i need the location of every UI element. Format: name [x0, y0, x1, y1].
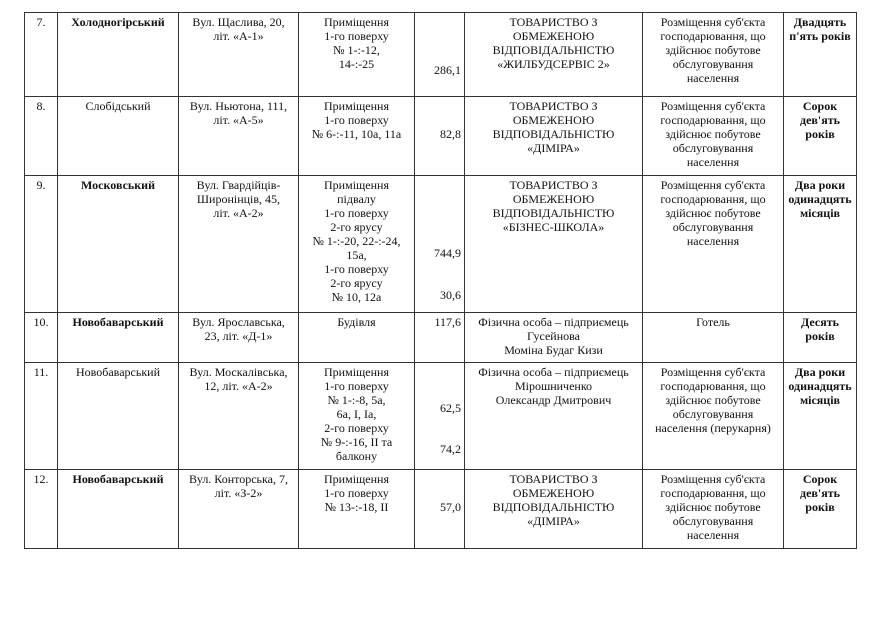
- row-number: 7.: [36, 15, 46, 29]
- table-row: [25, 176, 857, 313]
- tenant-line: «ДІМІРА»: [527, 514, 580, 528]
- district-name: Холодногірський: [71, 15, 165, 29]
- premises-line: 1-го поверху: [324, 379, 389, 393]
- address-line: Широнінців, 45,: [196, 192, 281, 206]
- premises-line: балкону: [335, 449, 378, 463]
- area-values: [418, 99, 461, 172]
- tenant-line: Гусейнова: [527, 329, 580, 343]
- purpose-line: господарювання, що: [660, 379, 766, 393]
- premises-line: 2-го ярусу: [330, 276, 383, 290]
- tenant-line: ОБМЕЖЕНОЮ: [512, 486, 595, 500]
- district-cell: [58, 313, 179, 363]
- address-line: літ. «З-2»: [214, 486, 263, 500]
- premises-line: № 10, 12а: [331, 290, 382, 304]
- tenant-line: Фізична особа – підприємець: [478, 315, 629, 329]
- premises-line: № 1-:-12,: [333, 43, 380, 57]
- district-cell: [58, 470, 179, 549]
- district-name: Московський: [81, 178, 155, 192]
- tenant-line: ТОВАРИСТВО З: [509, 472, 598, 486]
- row-number: 10.: [33, 315, 49, 329]
- purpose-line: обслуговування: [672, 57, 754, 71]
- premises-cell: [299, 363, 415, 470]
- purpose-line: господарювання, що: [660, 29, 766, 43]
- premises-line: № 13-:-18, ІІ: [324, 500, 389, 514]
- term-cell: [784, 313, 857, 363]
- address-line: літ. «А-2»: [213, 206, 264, 220]
- premises-line: № 6-:-11, 10а, 11а: [311, 127, 402, 141]
- premises-line: Приміщення: [324, 365, 389, 379]
- purpose-line: населення: [686, 528, 740, 542]
- area-values: [418, 15, 461, 93]
- premises-line: 1-го поверху: [324, 206, 389, 220]
- tenant-line: Моміна Будаг Кизи: [504, 343, 603, 357]
- area-cell: [415, 363, 465, 470]
- purpose-line: Розміщення суб'єкта: [660, 365, 766, 379]
- premises-cell: [299, 97, 415, 176]
- table-row: [25, 363, 857, 470]
- premises-line: № 1-:-8, 5а,: [327, 393, 386, 407]
- tenant-line: «БІЗНЕС-ШКОЛА»: [502, 220, 605, 234]
- premises-line: Приміщення: [324, 15, 389, 29]
- term-line: Десять років: [801, 315, 839, 343]
- term-line: п'ять років: [789, 29, 851, 43]
- tenant-line: ВІДПОВІДАЛЬНІСТЮ: [492, 43, 615, 57]
- area-cell: [415, 313, 465, 363]
- purpose-line: обслуговування: [672, 514, 754, 528]
- address-line: Вул. Щаслива, 20,: [192, 15, 285, 29]
- area-value: 117,6: [434, 315, 461, 329]
- premises-line: 1-го поверху: [324, 486, 389, 500]
- row-number-cell: [25, 13, 58, 97]
- tenant-line: ТОВАРИСТВО З: [509, 99, 598, 113]
- premises-line: 6а, І, Іа,: [336, 407, 377, 421]
- row-number: 11.: [33, 365, 49, 379]
- term-line: дев'ять років: [800, 113, 840, 141]
- purpose-line: населення: [686, 234, 740, 248]
- district-cell: [58, 363, 179, 470]
- tenant-cell: [465, 363, 643, 470]
- area-cell: [415, 176, 465, 313]
- purpose-line: здійснює побутове: [665, 206, 761, 220]
- tenant-line: ТОВАРИСТВО З: [509, 178, 598, 192]
- purpose-cell: [643, 313, 784, 363]
- tenant-cell: [465, 13, 643, 97]
- area-value: 74,2: [440, 442, 461, 456]
- address-cell: [179, 313, 299, 363]
- district-name: Новобаварський: [76, 365, 160, 379]
- term-cell: [784, 176, 857, 313]
- tenant-line: ВІДПОВІДАЛЬНІСТЮ: [492, 127, 615, 141]
- purpose-cell: [643, 363, 784, 470]
- table-row: [25, 470, 857, 549]
- purpose-line: господарювання, що: [660, 113, 766, 127]
- address-line: літ. «А-1»: [213, 29, 264, 43]
- district-name: Слобідський: [85, 99, 151, 113]
- term-cell: [784, 97, 857, 176]
- purpose-line: населення: [686, 71, 740, 85]
- area-value: 57,0: [440, 500, 461, 514]
- address-cell: [179, 363, 299, 470]
- purpose-line: Розміщення суб'єкта: [660, 472, 766, 486]
- address-cell: [179, 470, 299, 549]
- premises-cell: [299, 313, 415, 363]
- tenant-line: «ЖИЛБУДСЕРВІС 2»: [497, 57, 610, 71]
- purpose-line: Розміщення суб'єкта: [660, 15, 766, 29]
- address-line: Вул. Москалівська,: [189, 365, 288, 379]
- purpose-line: населення: [686, 155, 740, 169]
- term-line: дев'ять років: [800, 486, 840, 514]
- area-values: [418, 315, 461, 359]
- premises-line: 1-го поверху: [324, 29, 389, 43]
- premises-line: Приміщення: [324, 178, 389, 192]
- term-cell: [784, 363, 857, 470]
- tenant-line: Мірошниченко: [514, 379, 593, 393]
- purpose-line: населення (перукарня): [655, 421, 771, 435]
- purpose-cell: [643, 97, 784, 176]
- tenant-line: ОБМЕЖЕНОЮ: [512, 192, 595, 206]
- tenant-line: ВІДПОВІДАЛЬНІСТЮ: [492, 206, 615, 220]
- purpose-line: господарювання, що: [660, 486, 766, 500]
- premises-line: Будівля: [337, 315, 376, 329]
- premises-line: № 9-:-16, ІІ та: [320, 435, 393, 449]
- term-line: одинадцять: [788, 379, 852, 393]
- premises-line: № 1-:-20, 22-:-24,: [312, 234, 401, 248]
- term-line: Два роки: [794, 178, 846, 192]
- area-cell: [415, 13, 465, 97]
- area-value: 62,5: [440, 401, 461, 415]
- purpose-line: здійснює побутове: [665, 393, 761, 407]
- area-values: [418, 178, 461, 309]
- premises-line: 2-го поверху: [324, 421, 389, 435]
- premises-line: Приміщення: [324, 472, 389, 486]
- district-cell: [58, 176, 179, 313]
- purpose-line: Розміщення суб'єкта: [660, 99, 766, 113]
- premises-line: 2-го ярусу: [330, 220, 383, 234]
- premises-line: 1-го поверху: [324, 113, 389, 127]
- tenant-line: Олександр Дмитрович: [495, 393, 612, 407]
- tenant-line: «ДІМІРА»: [527, 141, 580, 155]
- address-cell: [179, 176, 299, 313]
- purpose-line: Розміщення суб'єкта: [660, 178, 766, 192]
- address-line: 12, літ. «А-2»: [204, 379, 273, 393]
- table-body: [25, 13, 857, 549]
- premises-line: 15а,: [346, 248, 367, 262]
- tenant-cell: [465, 176, 643, 313]
- term-line: Два роки: [794, 365, 846, 379]
- row-number-cell: [25, 97, 58, 176]
- tenant-line: ОБМЕЖЕНОЮ: [512, 29, 595, 43]
- purpose-line: здійснює побутове: [665, 127, 761, 141]
- purpose-cell: [643, 470, 784, 549]
- premises-cell: [299, 13, 415, 97]
- district-cell: [58, 13, 179, 97]
- term-line: Сорок: [802, 99, 838, 113]
- area-value: 82,8: [440, 127, 461, 141]
- row-number: 9.: [36, 178, 46, 192]
- area-value: 286,1: [434, 63, 461, 77]
- tenant-cell: [465, 97, 643, 176]
- lease-registry-table: [24, 12, 857, 549]
- row-number: 8.: [36, 99, 46, 113]
- district-cell: [58, 97, 179, 176]
- area-value: 30,6: [440, 288, 461, 302]
- tenant-cell: [465, 470, 643, 549]
- row-number-cell: [25, 470, 58, 549]
- area-value: 744,9: [434, 246, 461, 260]
- term-line: одинадцять: [788, 192, 852, 206]
- district-name: Новобаварський: [72, 315, 164, 329]
- table-row: [25, 313, 857, 363]
- purpose-line: обслуговування: [672, 407, 754, 421]
- row-number-cell: [25, 313, 58, 363]
- row-number-cell: [25, 363, 58, 470]
- premises-line: підвалу: [337, 192, 376, 206]
- purpose-line: Готель: [696, 315, 730, 329]
- term-line: Двадцять: [793, 15, 847, 29]
- district-name: Новобаварський: [72, 472, 164, 486]
- premises-line: Приміщення: [324, 99, 389, 113]
- premises-line: 14-:-25: [338, 57, 375, 71]
- purpose-line: обслуговування: [672, 141, 754, 155]
- area-cell: [415, 470, 465, 549]
- area-cell: [415, 97, 465, 176]
- tenant-line: Фізична особа – підприємець: [478, 365, 629, 379]
- address-line: Вул. Ньютона, 111,: [189, 99, 288, 113]
- term-line: Сорок: [802, 472, 838, 486]
- tenant-line: ТОВАРИСТВО З: [509, 15, 598, 29]
- address-line: літ. «А-5»: [213, 113, 264, 127]
- purpose-cell: [643, 13, 784, 97]
- area-values: [418, 472, 461, 545]
- purpose-line: здійснює побутове: [665, 43, 761, 57]
- table-row: [25, 13, 857, 97]
- tenant-line: ОБМЕЖЕНОЮ: [512, 113, 595, 127]
- tenant-line: ВІДПОВІДАЛЬНІСТЮ: [492, 500, 615, 514]
- address-line: Вул. Гвардійців-: [196, 178, 281, 192]
- premises-line: 1-го поверху: [324, 262, 389, 276]
- address-line: Вул. Конторська, 7,: [189, 472, 288, 486]
- purpose-line: обслуговування: [672, 220, 754, 234]
- term-cell: [784, 13, 857, 97]
- tenant-cell: [465, 313, 643, 363]
- address-cell: [179, 97, 299, 176]
- row-number: 12.: [33, 472, 49, 486]
- table-row: [25, 97, 857, 176]
- purpose-line: господарювання, що: [660, 192, 766, 206]
- term-cell: [784, 470, 857, 549]
- term-line: місяців: [799, 206, 841, 220]
- area-values: [418, 365, 461, 466]
- address-line: 23, літ. «Д-1»: [204, 329, 273, 343]
- premises-cell: [299, 470, 415, 549]
- premises-cell: [299, 176, 415, 313]
- term-line: місяців: [799, 393, 841, 407]
- row-number-cell: [25, 176, 58, 313]
- purpose-cell: [643, 176, 784, 313]
- purpose-line: здійснює побутове: [665, 500, 761, 514]
- address-cell: [179, 13, 299, 97]
- address-line: Вул. Ярославська,: [192, 315, 285, 329]
